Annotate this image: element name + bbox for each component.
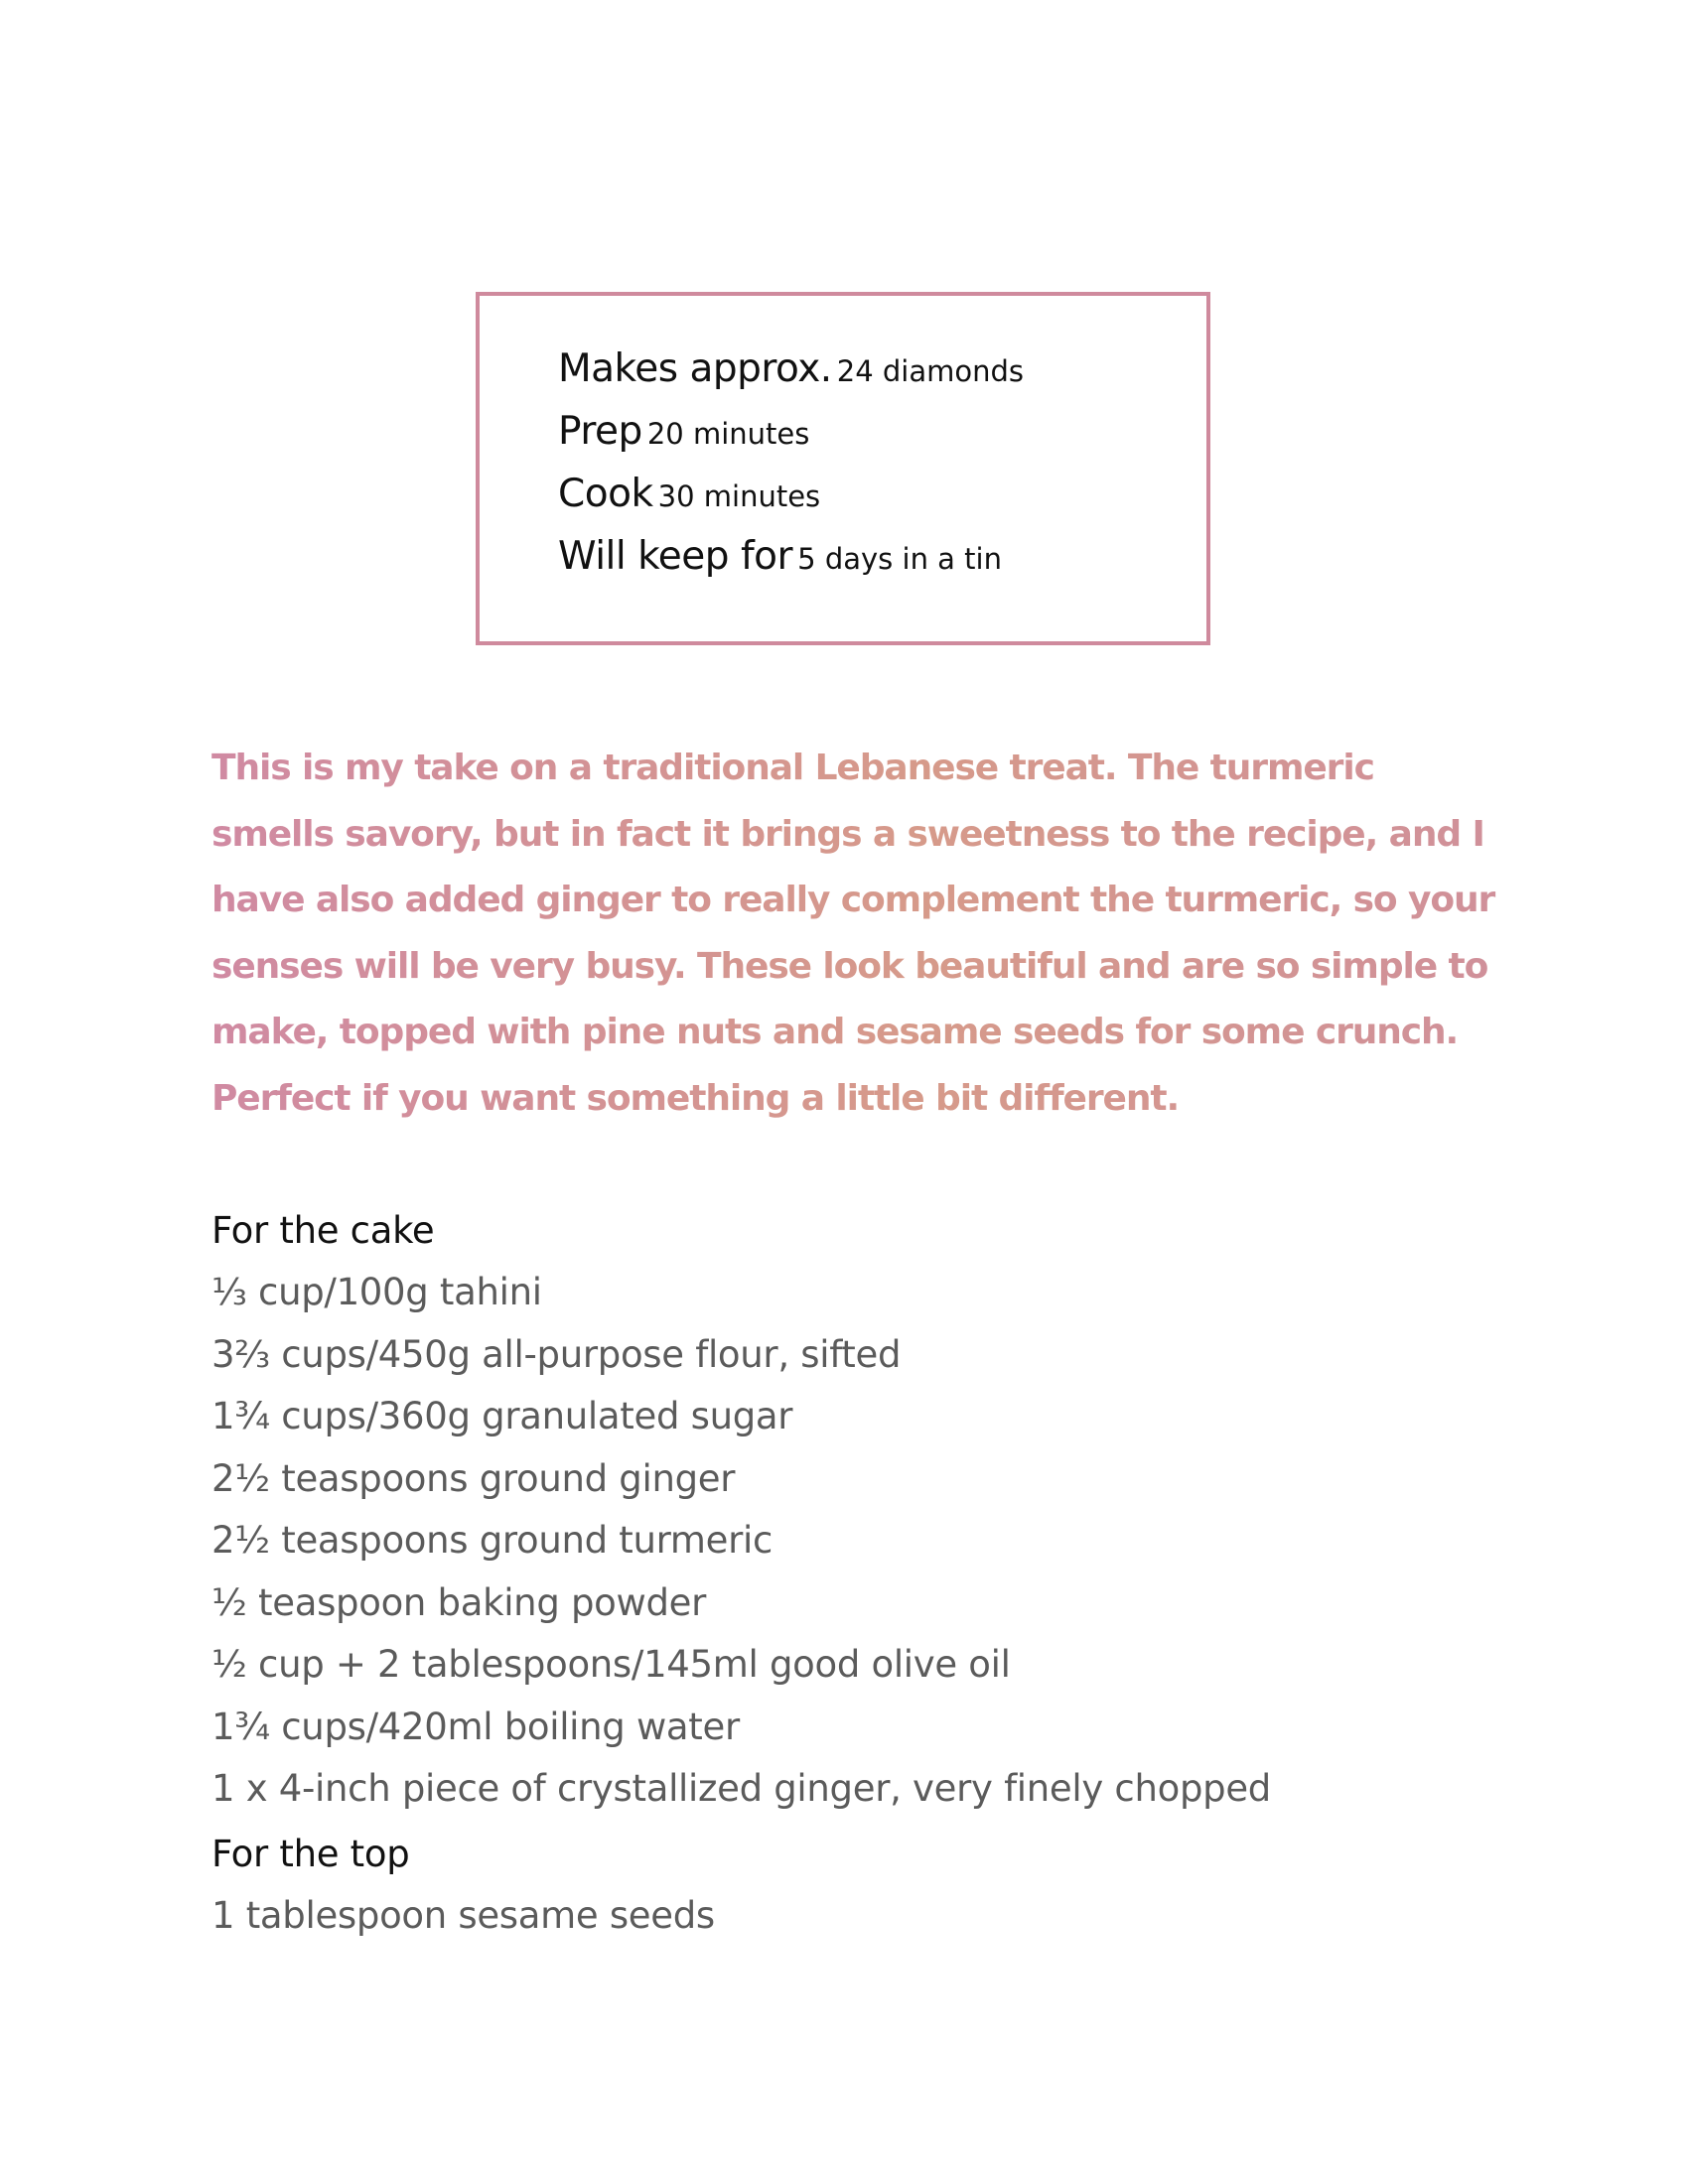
prep-label: Prep [558, 409, 642, 454]
makes-value: 24 diamonds [836, 354, 1025, 388]
ingredient-item: 3⅔ cups/450g all-purpose flour, sifted [211, 1332, 902, 1376]
ingredient-item: ½ cup + 2 tablespoons/145ml good olive oil [211, 1643, 1011, 1686]
ingredient-item: 1 x 4-inch piece of crystallized ginger, very finely chopped [211, 1767, 1271, 1810]
keep-line [558, 534, 1206, 597]
ingredient-item: 2½ teaspoons ground ginger [211, 1456, 736, 1500]
prep-line [558, 409, 1206, 472]
ingredient-item: ⅓ cup/100g tahini [211, 1271, 542, 1313]
cook-line [558, 472, 1206, 534]
ingredient-item: 1¾ cups/360g granulated sugar [211, 1395, 793, 1437]
prep-value: 20 minutes [646, 417, 810, 451]
makes-label: Makes approx. [558, 346, 832, 391]
makes-line [558, 346, 1206, 409]
keep-label: Will keep for [558, 534, 793, 579]
cook-label: Cook [558, 472, 653, 516]
ingredient-item: 1 tablespoon sesame seeds [211, 1893, 715, 1937]
cook-value: 30 minutes [657, 479, 821, 513]
recipe-info-box [476, 292, 1210, 645]
ingredient-item: ½ teaspoon baking powder [211, 1580, 707, 1624]
cake-heading: For the cake [211, 1209, 435, 1252]
top-heading: For the top [211, 1832, 410, 1875]
ingredients-list [211, 1199, 1502, 1947]
recipe-intro: This is my take on a traditional Lebanese treat. The turmeric smells savory, but in fact it brings a sweetness to the recipe, and I have also added ginger to really complement the turmeric, so your senses will be very busy. These look beautiful and are so simple to make, topped with pine nuts and sesame seeds for some crunch. Perfect if you want something a little bit different. [211, 736, 1502, 1132]
ingredient-item: 1¾ cups/420ml boiling water [211, 1705, 740, 1748]
keep-value: 5 days in a tin [797, 542, 1002, 576]
ingredient-item: 2½ teaspoons ground turmeric [211, 1519, 774, 1562]
